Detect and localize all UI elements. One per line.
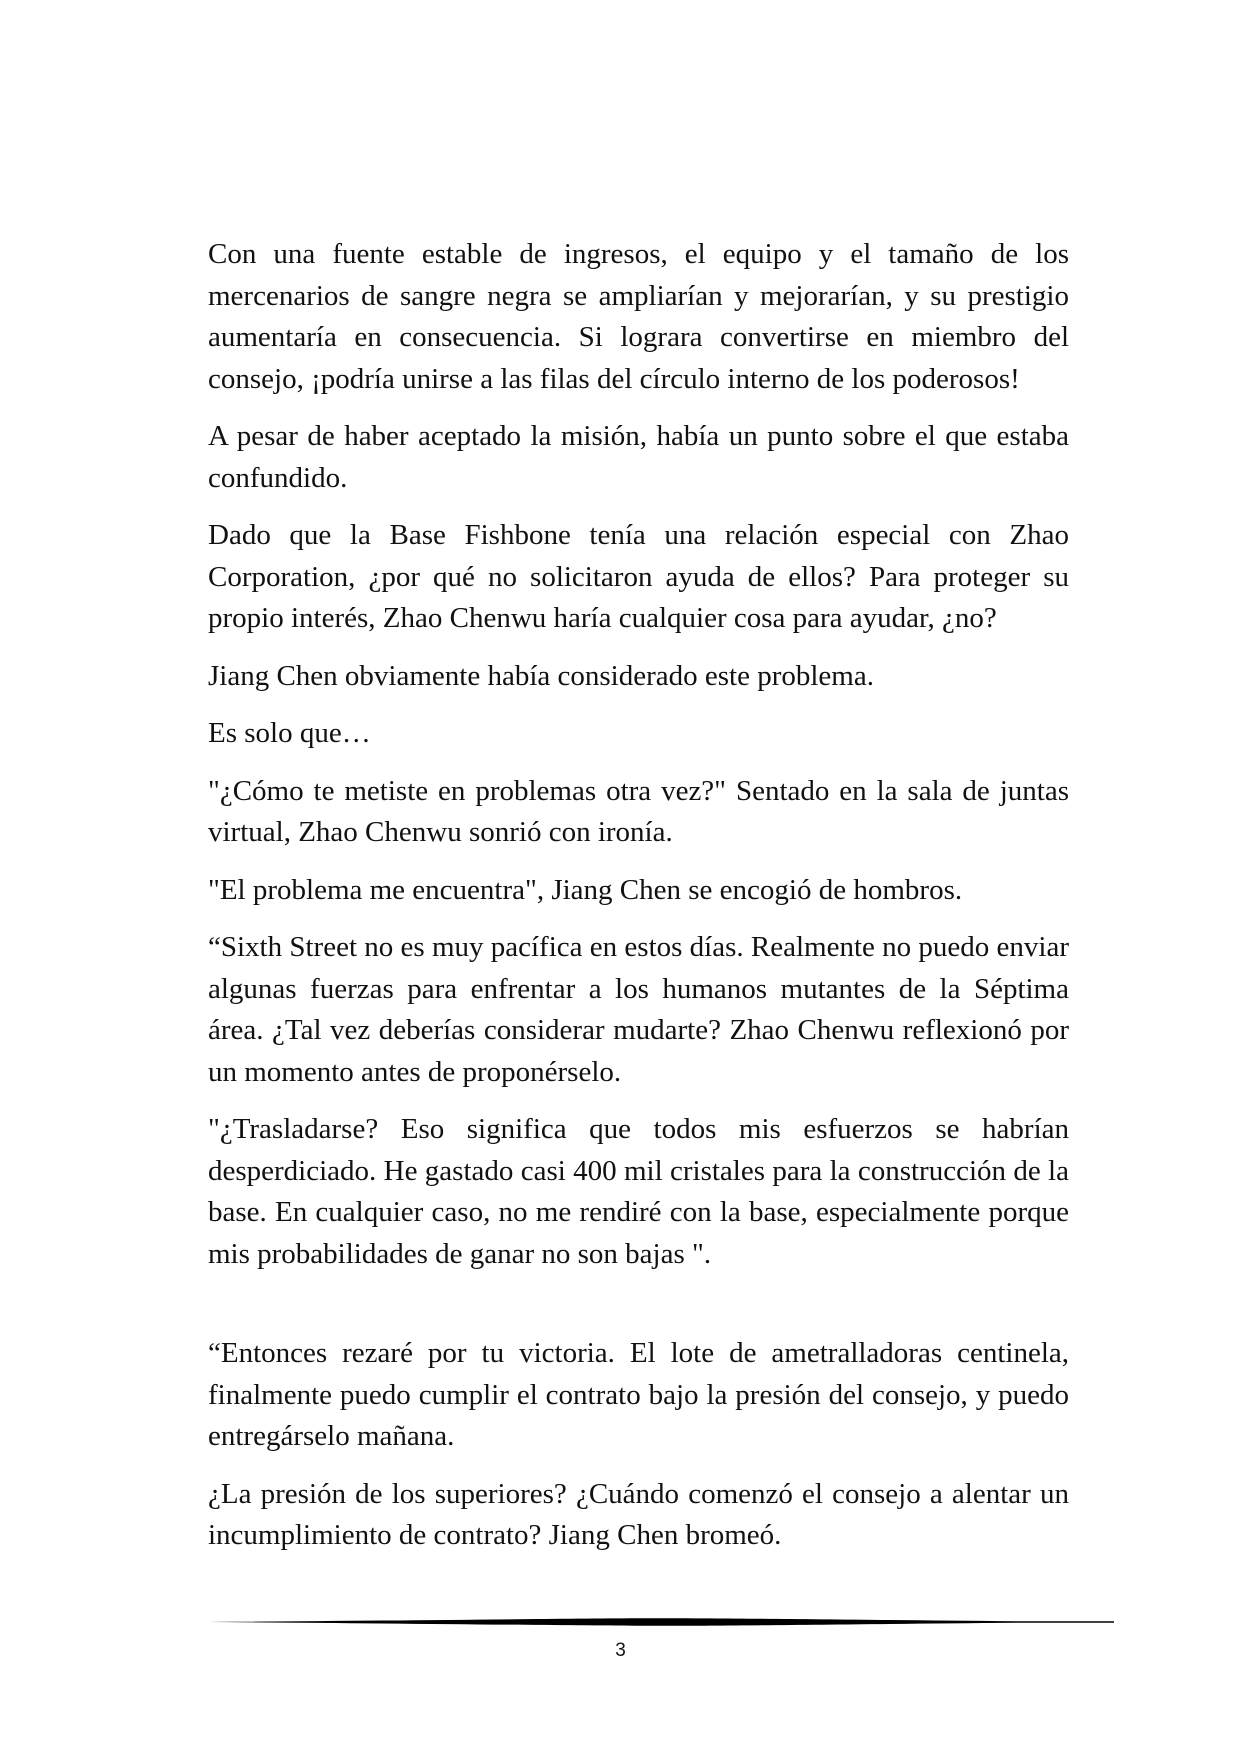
paragraph-3: Dado que la Base Fishbone tenía una relación especial con Zhao Corporation, ¿por qué no solicitaron ayuda de ellos? Para proteger su propio interés, Zhao Chenwu haría cualquier cosa para ayudar, ¿no?	[208, 519, 1069, 634]
paragraph-8: “Sixth Street no es muy pacífica en estos días. Realmente no puedo enviar algunas fuerzas para enfrentar a los humanos mutantes de la Séptima área. ¿Tal vez deberías considerar mudarte? Zhao Chenwu reflexionó por un momento antes de proponérselo.	[208, 931, 1069, 1088]
footer-rule	[208, 1616, 1114, 1628]
paragraph-10: “Entonces rezaré por tu victoria. El lote de ametralladoras centinela, finalmente puedo cumplir el contrato bajo la presión del consejo, y puedo entregárselo mañana.	[208, 1337, 1069, 1452]
paragraph-9: "¿Trasladarse? Eso significa que todos mis esfuerzos se habrían desperdiciado. He gastado casi 400 mil cristales para la construcción de la base. En cualquier caso, no me rendiré con la base, especialmente porque mis probabilidades de ganar no son bajas ".	[208, 1113, 1069, 1270]
paragraph-6: "¿Cómo te metiste en problemas otra vez?" Sentado en la sala de juntas virtual, Zhao Chenwu sonrió con ironía.	[208, 774, 1069, 848]
paragraph-1: Con una fuente estable de ingresos, el equipo y el tamaño de los mercenarios de sangre negra se ampliarían y mejorarían, y su prestigio aumentaría en consecuencia. Si lograra convertirse en miembro del consejo, ¡podría unirse a las filas del círculo interno de los poderosos!	[208, 238, 1069, 395]
paragraph-7: "El problema me encuentra", Jiang Chen se encogió de hombros.	[208, 873, 963, 906]
paragraph-4: Jiang Chen obviamente había considerado este problema.	[208, 659, 874, 692]
page-number: 3	[615, 1640, 626, 1661]
paragraph-5: Es solo que…	[208, 717, 371, 749]
body-text	[208, 234, 1069, 1573]
paragraph-2: A pesar de haber aceptado la misión, había un punto sobre el que estaba confundido.	[208, 420, 1069, 494]
paragraph-11: ¿La presión de los superiores? ¿Cuándo comenzó el consejo a alentar un incumplimiento de contrato? Jiang Chen bromeó.	[208, 1477, 1069, 1551]
